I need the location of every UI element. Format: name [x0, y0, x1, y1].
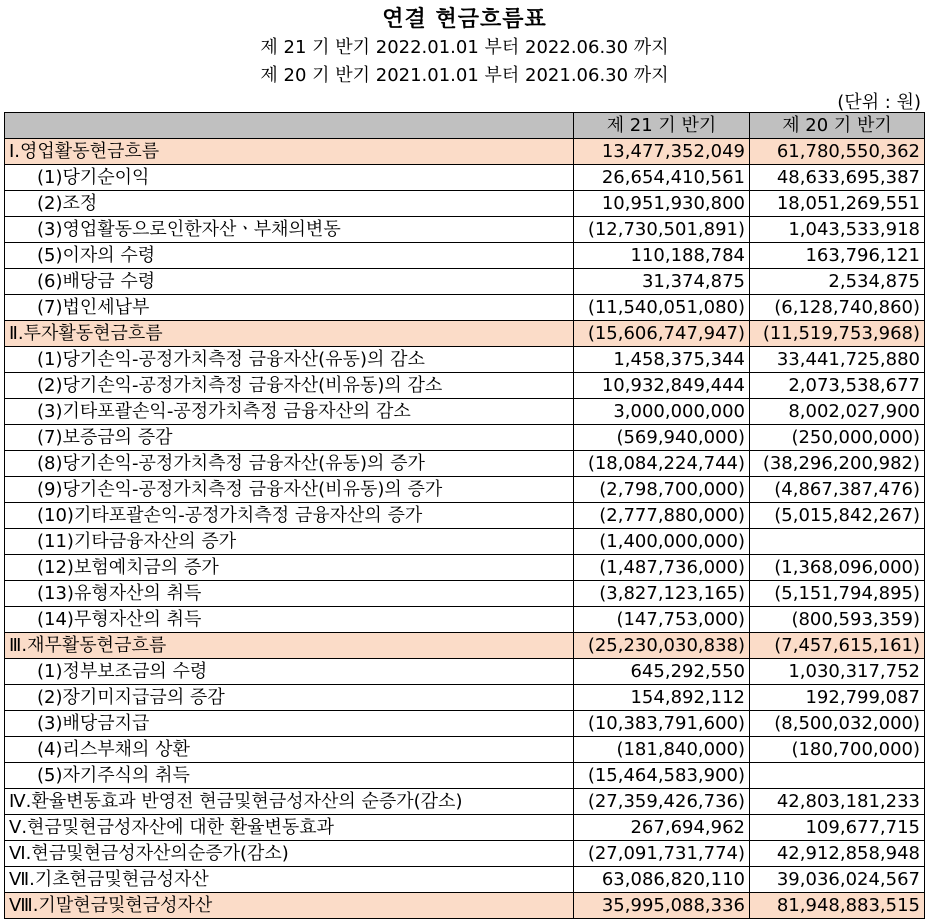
table-row	[5, 295, 925, 321]
row-label: (1)당기순이익	[5, 165, 574, 191]
row-value-prior: (250,000,000)	[750, 425, 925, 451]
row-value-current: 10,951,930,800	[574, 191, 750, 217]
page-title: 연결 현금흐름표	[382, 7, 547, 32]
row-value-current: (1,400,000,000)	[574, 529, 750, 555]
row-value-prior: (38,296,200,982)	[750, 451, 925, 477]
row-value-current: 31,374,875	[574, 269, 750, 295]
table-row	[5, 503, 925, 529]
row-value-prior: 2,073,538,677	[750, 373, 925, 399]
row-label: (2)조정	[5, 191, 574, 217]
row-value-current: (10,383,791,600)	[574, 711, 750, 737]
row-value-current: (569,940,000)	[574, 425, 750, 451]
table-row	[5, 789, 925, 815]
row-label: Ⅱ.투자활동현금흐름	[5, 321, 574, 347]
row-value-current: 645,292,550	[574, 659, 750, 685]
unit-label: (단위 : 원)	[837, 92, 921, 113]
row-label: (4)리스부채의 상환	[5, 737, 574, 763]
row-value-prior: 33,441,725,880	[750, 347, 925, 373]
row-value-prior: (8,500,032,000)	[750, 711, 925, 737]
row-label: Ⅵ.현금및현금성자산의순증가(감소)	[5, 841, 574, 867]
row-value-prior: 42,803,181,233	[750, 789, 925, 815]
row-value-prior: (11,519,753,968)	[750, 321, 925, 347]
table-row	[5, 711, 925, 737]
row-value-prior: (800,593,359)	[750, 607, 925, 633]
table-header-row	[5, 113, 925, 139]
row-value-current: (15,464,583,900)	[574, 763, 750, 789]
row-label: (11)기타금융자산의 증가	[5, 529, 574, 555]
row-value-current: (3,827,123,165)	[574, 581, 750, 607]
table-row	[5, 165, 925, 191]
row-value-prior	[750, 763, 925, 789]
row-value-prior: (4,867,387,476)	[750, 477, 925, 503]
row-value-prior: (7,457,615,161)	[750, 633, 925, 659]
row-value-prior: (5,151,794,895)	[750, 581, 925, 607]
table-row	[5, 659, 925, 685]
row-label: (5)자기주식의 취득	[5, 763, 574, 789]
row-value-prior: 48,633,695,387	[750, 165, 925, 191]
row-label: (3)기타포괄손익-공정가치측정 금융자산의 감소	[5, 399, 574, 425]
table-row	[5, 529, 925, 555]
row-value-prior: (180,700,000)	[750, 737, 925, 763]
row-value-current: 13,477,352,049	[574, 139, 750, 165]
row-label: (12)보험예치금의 증가	[5, 555, 574, 581]
period-current: 제 21 기 반기 2022.01.01 부터 2022.06.30 까지	[260, 37, 669, 58]
table-row	[5, 373, 925, 399]
row-value-current: (181,840,000)	[574, 737, 750, 763]
row-value-current: (18,084,224,744)	[574, 451, 750, 477]
table-row	[5, 763, 925, 789]
row-label: Ⅴ.현금및현금성자산에 대한 환율변동효과	[5, 815, 574, 841]
row-label: (7)법인세납부	[5, 295, 574, 321]
row-value-prior: 109,677,715	[750, 815, 925, 841]
row-value-current: 110,188,784	[574, 243, 750, 269]
row-label: (3)영업활동으로인한자산ㆍ부채의변동	[5, 217, 574, 243]
row-value-prior: 163,796,121	[750, 243, 925, 269]
row-label: (1)정부보조금의 수령	[5, 659, 574, 685]
table-row	[5, 633, 925, 659]
row-label: (8)당기손익-공정가치측정 금융자산(유동)의 증가	[5, 451, 574, 477]
table-row	[5, 191, 925, 217]
row-label: (2)당기손익-공정가치측정 금융자산(비유동)의 감소	[5, 373, 574, 399]
table-row	[5, 347, 925, 373]
row-value-prior: 39,036,024,567	[750, 867, 925, 893]
row-value-prior: (1,368,096,000)	[750, 555, 925, 581]
row-value-current: (11,540,051,080)	[574, 295, 750, 321]
row-value-prior: 1,043,533,918	[750, 217, 925, 243]
row-value-current: 35,995,088,336	[574, 893, 750, 919]
row-value-prior: 192,799,087	[750, 685, 925, 711]
row-label: (13)유형자산의 취득	[5, 581, 574, 607]
row-label: (9)당기손익-공정가치측정 금융자산(비유동)의 증가	[5, 477, 574, 503]
table-row	[5, 737, 925, 763]
table-row	[5, 893, 925, 919]
row-value-prior: 18,051,269,551	[750, 191, 925, 217]
row-value-prior: 2,534,875	[750, 269, 925, 295]
cash-flow-table	[4, 112, 925, 919]
table-row	[5, 607, 925, 633]
row-value-prior	[750, 529, 925, 555]
row-label: (7)보증금의 증감	[5, 425, 574, 451]
table-row	[5, 477, 925, 503]
table-row	[5, 815, 925, 841]
table-row	[5, 581, 925, 607]
row-value-current: (2,798,700,000)	[574, 477, 750, 503]
table-row	[5, 425, 925, 451]
table-row	[5, 243, 925, 269]
table-row	[5, 867, 925, 893]
row-label: (5)이자의 수령	[5, 243, 574, 269]
row-label: (2)장기미지급금의 증감	[5, 685, 574, 711]
row-label: Ⅷ.기말현금및현금성자산	[5, 893, 574, 919]
row-value-current: 10,932,849,444	[574, 373, 750, 399]
table-row	[5, 217, 925, 243]
row-label: (1)당기손익-공정가치측정 금융자산(유동)의 감소	[5, 347, 574, 373]
table-row	[5, 269, 925, 295]
row-value-current: 1,458,375,344	[574, 347, 750, 373]
table-body	[5, 139, 925, 919]
table-row	[5, 451, 925, 477]
row-value-current: (15,606,747,947)	[574, 321, 750, 347]
row-value-current: (2,777,880,000)	[574, 503, 750, 529]
row-label: Ⅰ.영업활동현금흐름	[5, 139, 574, 165]
row-value-current: (12,730,501,891)	[574, 217, 750, 243]
column-header-prior: 제 20 기 반기	[750, 113, 925, 139]
row-value-prior: 81,948,883,515	[750, 893, 925, 919]
period-prior: 제 20 기 반기 2021.01.01 부터 2021.06.30 까지	[260, 65, 669, 86]
table-row	[5, 685, 925, 711]
row-value-prior: 1,030,317,752	[750, 659, 925, 685]
table-row	[5, 321, 925, 347]
table-row	[5, 399, 925, 425]
row-value-prior: 61,780,550,362	[750, 139, 925, 165]
row-value-prior: (5,015,842,267)	[750, 503, 925, 529]
row-label: Ⅲ.재무활동현금흐름	[5, 633, 574, 659]
row-value-current: (27,091,731,774)	[574, 841, 750, 867]
row-value-prior: (6,128,740,860)	[750, 295, 925, 321]
column-header-label	[5, 113, 574, 139]
row-label: Ⅳ.환율변동효과 반영전 현금및현금성자산의 순증가(감소)	[5, 789, 574, 815]
row-value-current: (147,753,000)	[574, 607, 750, 633]
table-row	[5, 555, 925, 581]
row-value-prior: 42,912,858,948	[750, 841, 925, 867]
row-value-current: 63,086,820,110	[574, 867, 750, 893]
row-label: (10)기타포괄손익-공정가치측정 금융자산의 증가	[5, 503, 574, 529]
row-label: (6)배당금 수령	[5, 269, 574, 295]
row-value-current: (27,359,426,736)	[574, 789, 750, 815]
row-label: (14)무형자산의 취득	[5, 607, 574, 633]
row-value-current: 267,694,962	[574, 815, 750, 841]
row-value-current: (1,487,736,000)	[574, 555, 750, 581]
row-value-prior: 8,002,027,900	[750, 399, 925, 425]
row-value-current: 154,892,112	[574, 685, 750, 711]
row-value-current: (25,230,030,838)	[574, 633, 750, 659]
table-row	[5, 841, 925, 867]
row-value-current: 26,654,410,561	[574, 165, 750, 191]
row-value-current: 3,000,000,000	[574, 399, 750, 425]
table-row	[5, 139, 925, 165]
column-header-current: 제 21 기 반기	[574, 113, 750, 139]
row-label: Ⅶ.기초현금및현금성자산	[5, 867, 574, 893]
row-label: (3)배당금지급	[5, 711, 574, 737]
